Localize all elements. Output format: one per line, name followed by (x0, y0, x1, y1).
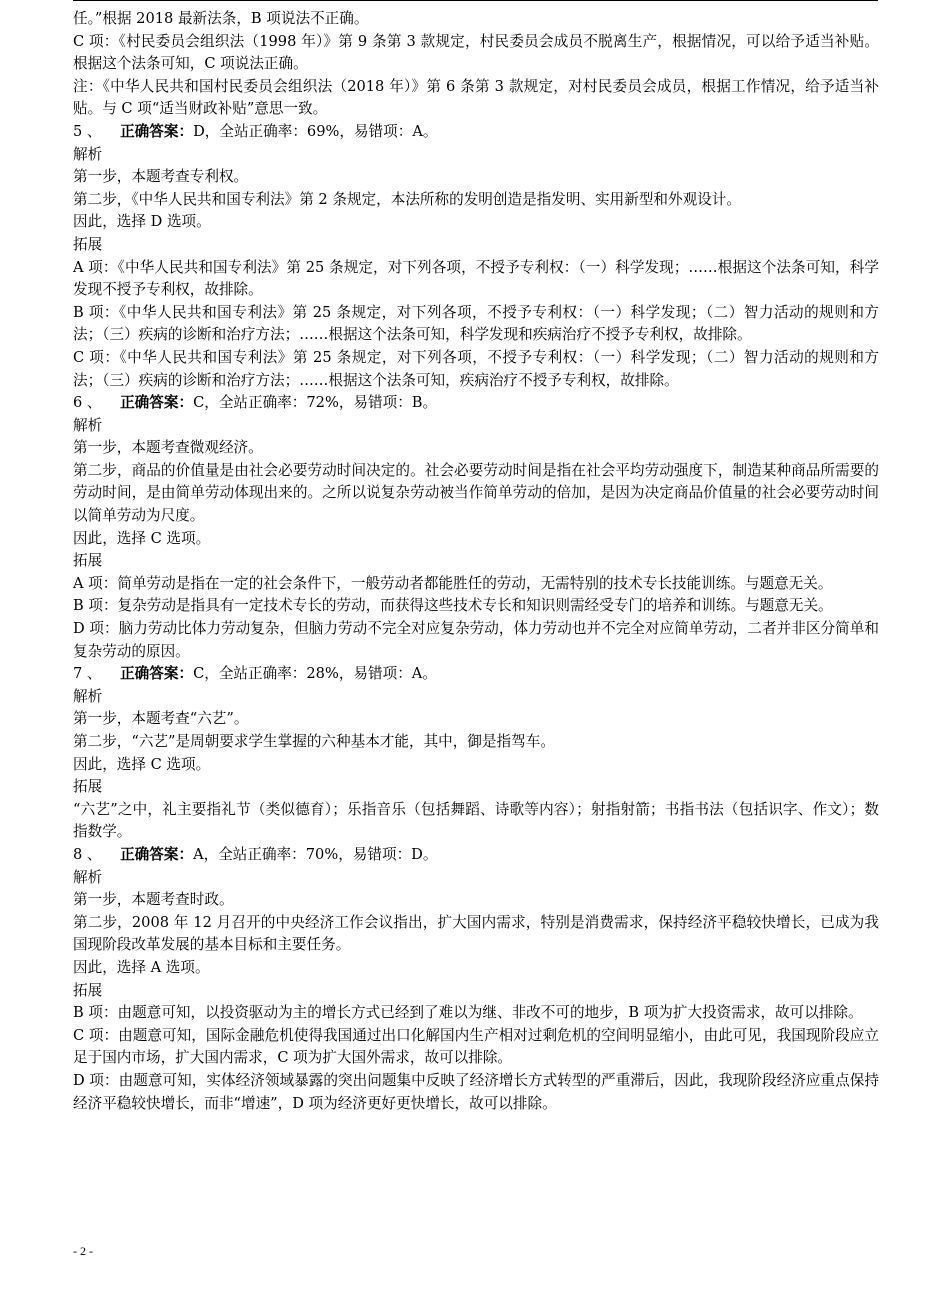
paragraph: D 项：由题意可知，实体经济领域暴露的突出问题集中反映了经济增长方式转型的严重滞后，因此，我现阶段经济应重点保持经济平稳较快增长，而非“增速”，D 项为经济更好更快增长，故可以排除。 (73, 1071, 879, 1112)
question-answer-line (73, 663, 879, 686)
paragraph: 解析 (73, 687, 103, 705)
question-number: 6 、 (73, 394, 121, 412)
paragraph: 第一步，本题考查“六艺”。 (73, 710, 249, 728)
paragraph: C 项：《中华人民共和国专利法》第 25 条规定，对下列各项，不授予专利权：（一）科学发现；（二）智力活动的规则和方法；（三）疾病的诊断和治疗方法；……根据这个法条可知，疾病治疗不授予专利权，故排除。 (73, 348, 879, 389)
answer-text: C，全站正确率：28%，易错项：A。 (193, 665, 437, 683)
paragraph: 因此，选择 A 选项。 (73, 958, 210, 976)
paragraph: A 项：简单劳动是指在一定的社会条件下，一般劳动者都能胜任的劳动，无需特别的技术专长技能训练。与题意无关。 (73, 574, 833, 592)
paragraph: B 项：由题意可知，以投资驱动为主的增长方式已经到了难以为继、非改不可的地步，B 项为扩大投资需求，故可以排除。 (73, 1004, 863, 1022)
answer-text: A，全站正确率：70%，易错项：D。 (193, 845, 438, 863)
paragraph: 第一步，本题考查时政。 (73, 891, 234, 909)
paragraph: 因此，选择 C 选项。 (73, 755, 211, 773)
paragraph: C 项：由题意可知，国际金融危机使得我国通过出口化解国内生产相对过剩危机的空间明显缩小，由此可见，我国现阶段应立足于国内市场，扩大国内需求，C 项为扩大国外需求，故可以排除。 (73, 1026, 879, 1067)
paragraph: 拓展 (73, 552, 103, 570)
paragraph: 拓展 (73, 778, 103, 796)
answer-label: 正确答案： (120, 845, 194, 863)
paragraph: 第二步，商品的价值量是由社会必要劳动时间决定的。社会必要劳动时间是指在社会平均劳动强度下，制造某种商品所需要的劳动时间，是由简单劳动体现出来的。之所以说复杂劳动被当作简单劳动的倍加，是因为决定商品价值量的社会必要劳动时间以简单劳动为尺度。 (73, 461, 879, 525)
paragraph: 因此，选择 D 选项。 (73, 213, 211, 231)
answer-label: 正确答案： (120, 122, 194, 140)
answer-label: 正确答案： (120, 665, 194, 683)
paragraph: D 项：脑力劳动比体力劳动复杂，但脑力劳动不完全对应复杂劳动，体力劳动也并不完全对应简单劳动，二者并非区分简单和复杂劳动的原因。 (73, 620, 879, 660)
paragraph: A 项：《中华人民共和国专利法》第 25 条规定，对下列各项，不授予专利权：（一）科学发现；……根据这个法条可知，科学发现不授予专利权，故排除。 (73, 258, 879, 299)
answer-text: D，全站正确率：69%，易错项：A。 (193, 122, 438, 140)
paragraph: “六艺”之中，礼主要指礼节（类似德育）；乐指音乐（包括舞蹈、诗歌等内容）；射指射箭；书指书法（包括识字、作文）；数指数学。 (73, 800, 879, 841)
paragraph: 第一步，本题考查专利权。 (73, 168, 249, 186)
question-answer-line (73, 392, 879, 415)
question-number: 7 、 (73, 665, 121, 683)
paragraph: 解析 (73, 145, 103, 163)
paragraph: 拓展 (73, 235, 103, 253)
page-number: - 2 - (73, 1244, 93, 1258)
question-answer-line (73, 844, 879, 867)
paragraph: 拓展 (73, 981, 103, 999)
answer-label: 正确答案： (120, 394, 194, 412)
paragraph: 第二步，2008 年 12 月召开的中央经济工作会议指出，扩大国内需求，特别是消费需求，保持经济平稳较快增长，已成为我国现阶段改革发展的基本目标和主要任务。 (73, 913, 879, 954)
paragraph: 第一步，本题考查微观经济。 (73, 439, 263, 457)
paragraph: B 项：《中华人民共和国专利法》第 25 条规定，对下列各项，不授予专利权：（一）科学发现；（二）智力活动的规则和方法；（三）疾病的诊断和治疗方法；……根据这个法条可知，科学发现和疾病治疗不授予专利权，故排除。 (73, 303, 879, 344)
paragraph: 第二步，《中华人民共和国专利法》第 2 条规定，本法所称的发明创造是指发明、实用新型和外观设计。 (73, 190, 741, 208)
question-number: 8 、 (73, 845, 121, 863)
paragraph: B 项：复杂劳动是指具有一定技术专长的劳动，而获得这些技术专长和知识则需经受专门的培养和训练。与题意无关。 (73, 597, 833, 615)
document-body (73, 8, 879, 1115)
question-number: 5 、 (73, 122, 121, 140)
top-rule (73, 0, 878, 1)
paragraph: C 项：《村民委员会组织法（1998 年）》第 9 条第 3 款规定，村民委员会成员不脱离生产，根据情况，可以给予适当补贴。根据这个法条可知，C 项说法正确。 (73, 32, 879, 73)
paragraph: 任。”根据 2018 最新法条，B 项说法不正确。 (73, 10, 369, 27)
question-answer-line (73, 121, 879, 144)
paragraph: 解析 (73, 416, 103, 434)
paragraph: 解析 (73, 868, 103, 886)
answer-text: C，全站正确率：72%，易错项：B。 (193, 394, 438, 412)
paragraph: 因此，选择 C 选项。 (73, 529, 211, 547)
paragraph: 第二步，“六艺”是周朝要求学生掌握的六种基本才能，其中，御是指驾车。 (73, 733, 555, 750)
paragraph: 注：《中华人民共和国村民委员会组织法（2018 年）》第 6 条第 3 款规定，对村民委员会成员，根据工作情况，给予适当补贴。与 C 项“适当财政补贴”意思一致。 (73, 77, 879, 118)
